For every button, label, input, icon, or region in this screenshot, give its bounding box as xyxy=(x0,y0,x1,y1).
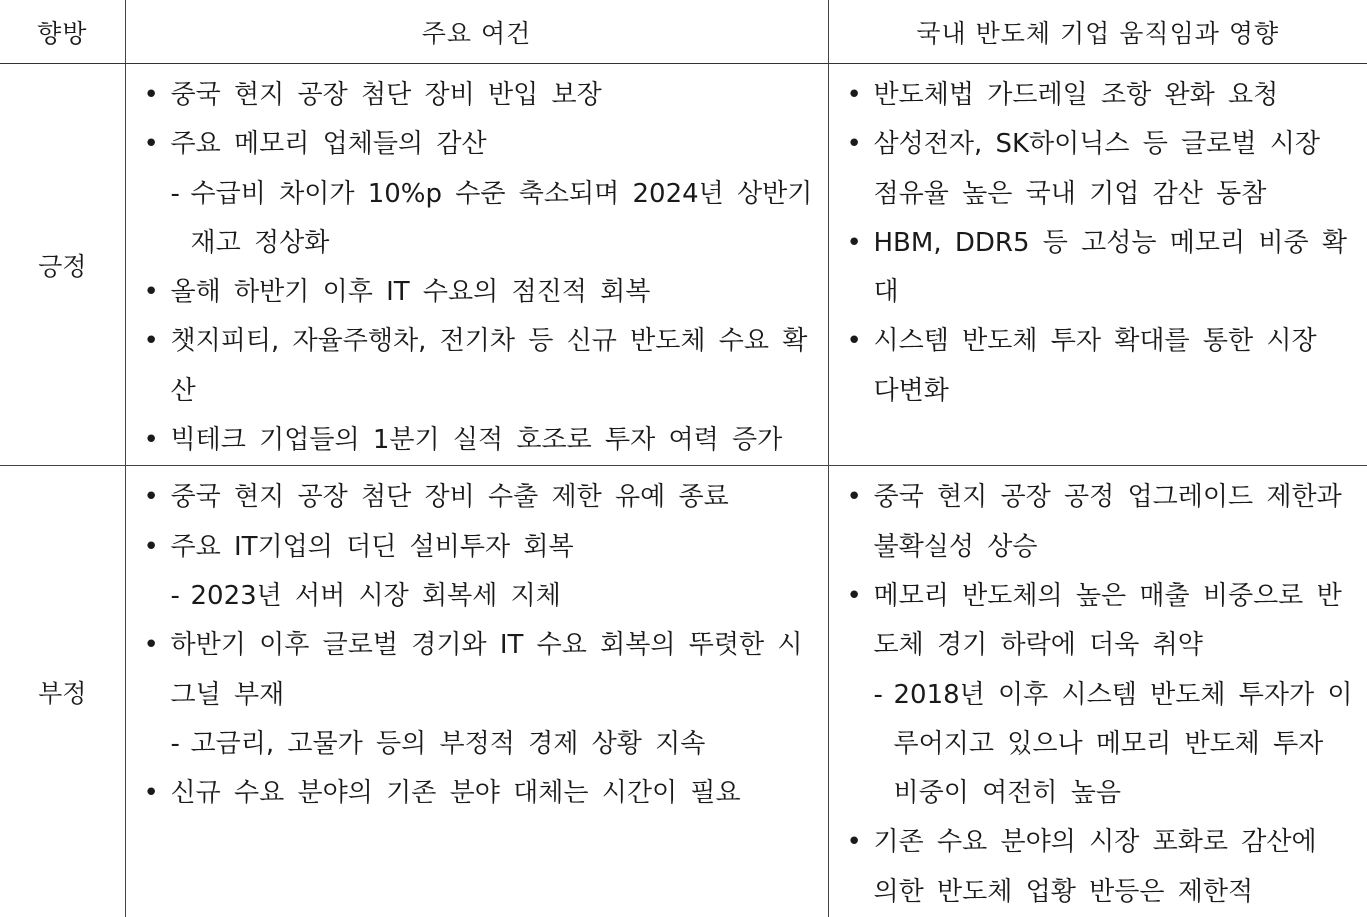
list-item: • 빅테크 기업들의 1분기 실적 호조로 투자 여력 증가 xyxy=(144,416,814,465)
sub-list-item: - 2018년 이후 시스템 반도체 투자가 이루어지고 있으나 메모리 반도체 투자 비중이 여전히 높음 xyxy=(847,671,1354,819)
sub-list-item: - 2023년 서버 시장 회복세 지체 xyxy=(144,572,814,621)
list-item: • 중국 현지 공장 공정 업그레이드 제한과 불확실성 상승 xyxy=(847,473,1354,572)
list-item: • 챗지피티, 자율주행차, 전기차 등 신규 반도체 수요 확산 xyxy=(144,317,814,416)
row-label-positive: 긍정 xyxy=(0,64,125,466)
list-item: • 중국 현지 공장 첨단 장비 반입 보장 xyxy=(144,71,814,120)
list-item: • 신규 수요 분야의 기존 분야 대체는 시간이 필요 xyxy=(144,769,814,818)
header-conditions: 주요 여건 xyxy=(125,0,828,64)
list-item: • HBM, DDR5 등 고성능 메모리 비중 확대 xyxy=(847,219,1354,318)
list-item: • 중국 현지 공장 첨단 장비 수출 제한 유예 종료 xyxy=(144,473,814,522)
impacts-list-positive xyxy=(847,71,1354,416)
list-item: • 반도체법 가드레일 조항 완화 요청 xyxy=(847,71,1354,120)
sub-list-item: - 수급비 차이가 10%p 수준 축소되며 2024년 상반기 재고 정상화 xyxy=(144,170,814,269)
header-direction: 향방 xyxy=(0,0,125,64)
impacts-list-negative xyxy=(847,473,1354,917)
table-row-positive xyxy=(0,64,1367,466)
conditions-cell-positive xyxy=(125,64,828,466)
row-label-negative: 부정 xyxy=(0,466,125,917)
impacts-cell-positive xyxy=(828,64,1367,466)
table-row-negative xyxy=(0,466,1367,917)
list-item: • 기존 수요 분야의 시장 포화로 감산에 의한 반도체 업황 반등은 제한적 xyxy=(847,818,1354,917)
list-item: • 하반기 이후 글로벌 경기와 IT 수요 회복의 뚜렷한 시그널 부재 xyxy=(144,621,814,720)
list-item: • 주요 IT기업의 더딘 설비투자 회복 xyxy=(144,523,814,572)
conditions-list-negative xyxy=(144,473,814,818)
impacts-cell-negative xyxy=(828,466,1367,917)
conditions-list-positive xyxy=(144,71,814,465)
header-impacts: 국내 반도체 기업 움직임과 영향 xyxy=(828,0,1367,64)
list-item: • 올해 하반기 이후 IT 수요의 점진적 회복 xyxy=(144,268,814,317)
list-item: • 삼성전자, SK하이닉스 등 글로벌 시장 점유율 높은 국내 기업 감산 동참 xyxy=(847,120,1354,219)
conditions-cell-negative xyxy=(125,466,828,917)
list-item: • 시스템 반도체 투자 확대를 통한 시장 다변화 xyxy=(847,317,1354,416)
table-header-row xyxy=(0,0,1367,64)
list-item: • 메모리 반도체의 높은 매출 비중으로 반도체 경기 하락에 더욱 취약 xyxy=(847,572,1354,671)
list-item: • 주요 메모리 업체들의 감산 xyxy=(144,120,814,169)
sub-list-item: - 고금리, 고물가 등의 부정적 경제 상황 지속 xyxy=(144,720,814,769)
